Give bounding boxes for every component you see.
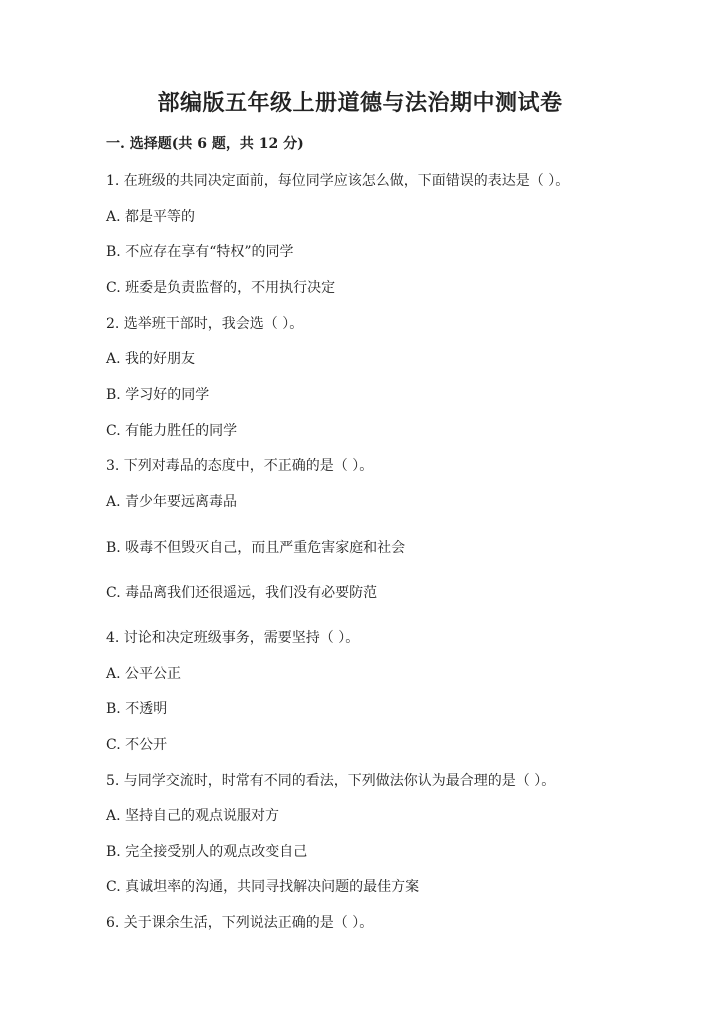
question-5-option-b: B. 完全接受别人的观点改变自己 [106, 844, 308, 860]
page-title: 部编版五年级上册道德与法治期中测试卷 [157, 90, 563, 116]
section-heading: 一. 选择题(共 6 题，共 12 分) [106, 136, 304, 152]
question-6-stem: 6. 关于课余生活，下列说法正确的是（ ）。 [106, 915, 374, 931]
question-1-stem: 1. 在班级的共同决定面前，每位同学应该怎么做，下面错误的表达是（ ）。 [106, 173, 570, 189]
question-4-option-b: B. 不透明 [106, 701, 168, 717]
question-3-option-c: C. 毒品离我们还很遥远，我们没有必要防范 [106, 585, 378, 601]
question-4-stem: 4. 讨论和决定班级事务，需要坚持（ ）。 [106, 630, 360, 646]
question-5-stem: 5. 与同学交流时，时常有不同的看法，下列做法你认为最合理的是（ ）。 [106, 773, 556, 789]
question-4-option-a: A. 公平公正 [106, 666, 182, 682]
question-2-option-c: C. 有能力胜任的同学 [106, 423, 238, 439]
question-1-option-a: A. 都是平等的 [106, 209, 196, 225]
question-2-stem: 2. 选举班干部时，我会选（ ）。 [106, 316, 304, 332]
question-3-option-a: A. 青少年要远离毒品 [106, 494, 238, 510]
question-2-option-a: A. 我的好朋友 [106, 351, 196, 367]
question-3-option-b: B. 吸毒不但毁灭自己，而且严重危害家庭和社会 [106, 540, 406, 556]
question-2-option-b: B. 学习好的同学 [106, 387, 210, 403]
question-1-option-c: C. 班委是负责监督的，不用执行决定 [106, 280, 336, 296]
question-5-option-a: A. 坚持自己的观点说服对方 [106, 808, 280, 824]
question-3-stem: 3. 下列对毒品的态度中，不正确的是（ ）。 [106, 458, 374, 474]
question-5-option-c: C. 真诚坦率的沟通，共同寻找解决问题的最佳方案 [106, 879, 420, 895]
question-1-option-b: B. 不应存在享有“特权”的同学 [106, 244, 294, 260]
question-4-option-c: C. 不公开 [106, 737, 168, 753]
